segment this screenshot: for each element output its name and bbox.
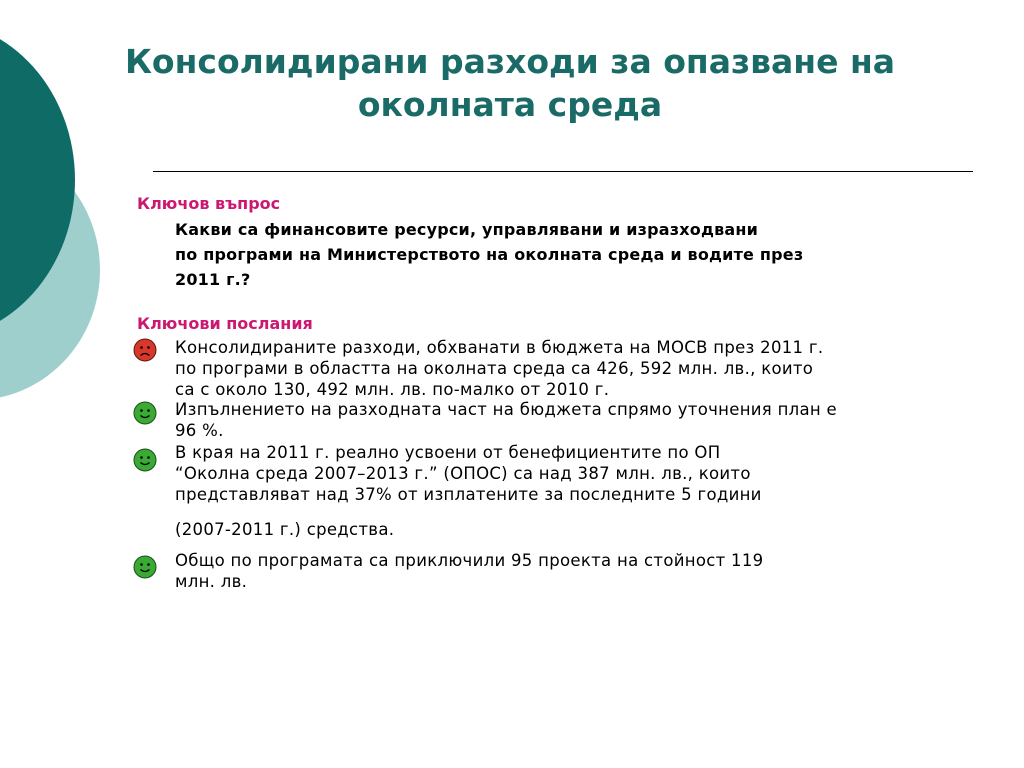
question-line: Какви са финансовите ресурси, управлявани и изразходвани	[175, 220, 759, 239]
message-item	[175, 337, 955, 400]
message-line: Изпълнението на разходната част на бюджета спрямо уточнения план е	[175, 400, 838, 419]
message-line: по програми в областта на околната среда са 426, 592 млн. лв., които	[175, 359, 814, 378]
message-item	[175, 550, 955, 592]
question-line: 2011 г.?	[175, 270, 251, 289]
message-line: представляват над 37% от изплатените за последните 5 години	[175, 485, 762, 504]
key-question-label: Ключов въпрос	[137, 194, 281, 213]
title-divider	[153, 171, 973, 172]
smiley-face-icon	[133, 401, 157, 425]
message-line: са с около 130, 492 млн. лв. по-малко от 2010 г.	[175, 380, 610, 399]
message-line: Общо по програмата са приключили 95 проекта на стойност 119	[175, 551, 764, 570]
title-line: околната среда	[357, 85, 663, 124]
slide-title	[100, 40, 920, 126]
smiley-face-icon	[133, 448, 157, 472]
message-item	[175, 442, 955, 540]
question-line: по програми на Министерството на околната среда и водите през	[175, 245, 804, 264]
smiley-face-icon	[133, 555, 157, 579]
key-messages-label: Ключови послания	[137, 314, 313, 333]
message-line: Консолидираните разходи, обхванати в бюджета на МОСВ през 2011 г.	[175, 338, 824, 357]
message-line: 96 %.	[175, 421, 224, 440]
message-line: (2007-2011 г.) средства.	[175, 520, 395, 539]
title-line: Консолидирани разходи за опазване на	[124, 42, 896, 81]
message-line: В края на 2011 г. реално усвоени от бенефициентите по ОП	[175, 443, 721, 462]
message-line: “Околна среда 2007–2013 г.” (ОПОС) са над 387 млн. лв., които	[175, 464, 751, 483]
key-question-text	[175, 217, 955, 292]
sad-face-icon	[133, 338, 157, 362]
message-item	[175, 399, 955, 441]
message-line: млн. лв.	[175, 572, 248, 591]
